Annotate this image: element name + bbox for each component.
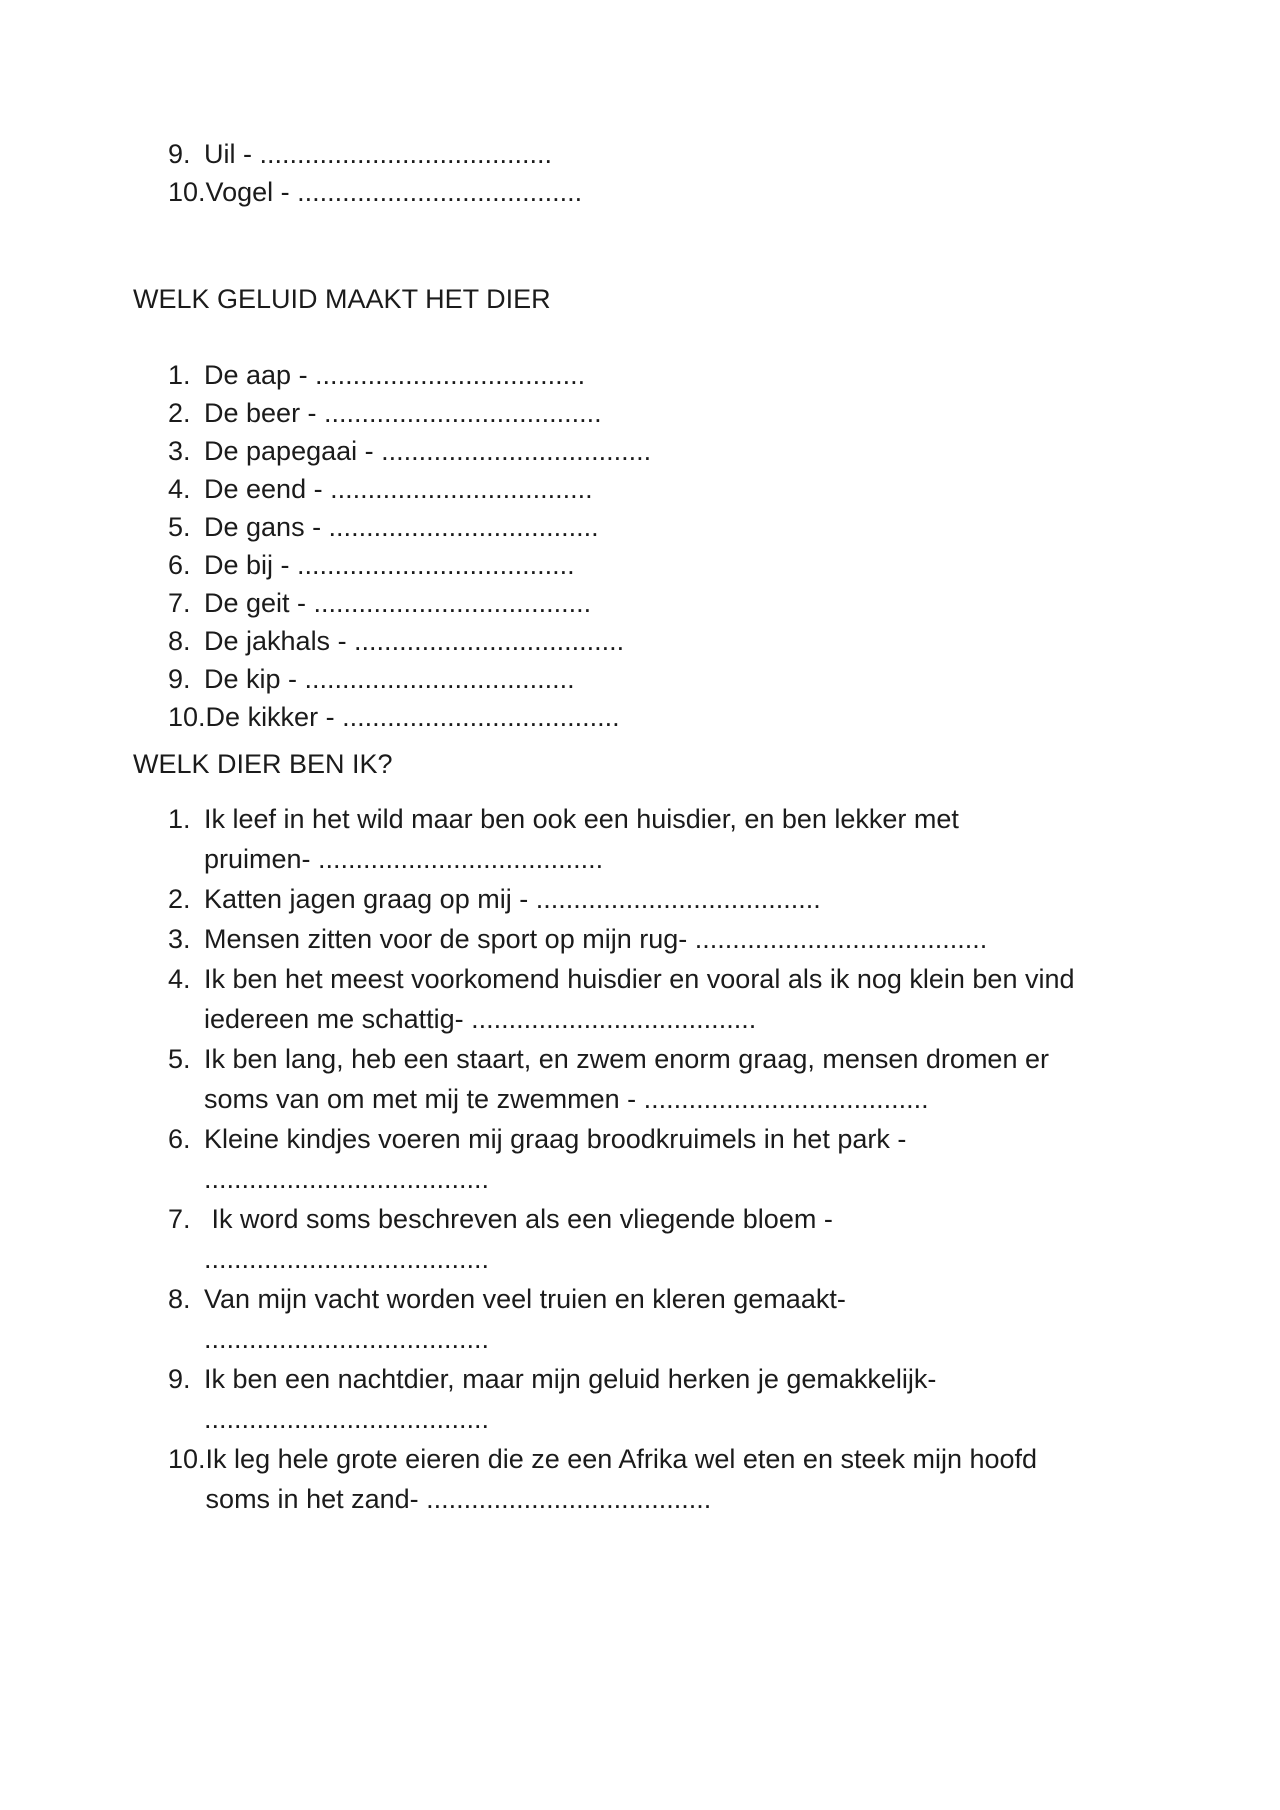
item-content	[204, 470, 1180, 508]
item-number: 2.	[168, 884, 191, 914]
item-number: 10.	[168, 177, 206, 207]
item-number: 10.	[168, 1444, 206, 1474]
item-number: 9.	[168, 664, 191, 694]
item-text-line: Uil - .......................................	[204, 139, 553, 169]
item-content	[206, 173, 1180, 211]
item-content	[204, 1199, 1180, 1279]
list-item	[168, 1199, 1180, 1279]
item-content	[204, 799, 1180, 879]
list-item	[168, 919, 1180, 959]
list-item	[168, 1359, 1180, 1439]
item-text-line: Katten jagen graag op mij - ......................................	[204, 884, 821, 914]
item-text-line: Kleine kindjes voeren mij graag broodkruimels in het park -	[204, 1124, 907, 1154]
item-text-line: De jakhals - ....................................	[204, 626, 625, 656]
item-number: 9.	[168, 139, 191, 169]
item-content	[204, 356, 1180, 394]
list-item	[168, 879, 1180, 919]
item-number: 10.	[168, 702, 206, 732]
answer-blank-line: ......................................	[204, 1324, 490, 1354]
item-number: 6.	[168, 1124, 191, 1154]
list-item	[168, 394, 1180, 432]
item-text-line: Mensen zitten voor de sport op mijn rug- .......................................	[204, 924, 988, 954]
item-content	[204, 508, 1180, 546]
item-number: 3.	[168, 924, 191, 954]
list-item	[168, 584, 1180, 622]
list-item	[168, 799, 1180, 879]
item-number: 9.	[168, 1364, 191, 1394]
list-item	[168, 959, 1180, 1039]
item-content	[204, 959, 1180, 1039]
answer-blank-line: ......................................	[204, 1244, 490, 1274]
item-content	[204, 584, 1180, 622]
animal-riddle-list	[133, 799, 1180, 1519]
item-number: 4.	[168, 474, 191, 504]
item-content	[204, 432, 1180, 470]
item-content	[204, 1039, 1180, 1119]
list-item	[168, 135, 1180, 173]
list-item	[168, 1119, 1180, 1199]
item-text-line: De papegaai - ....................................	[204, 436, 652, 466]
list-item	[168, 546, 1180, 584]
item-number: 3.	[168, 436, 191, 466]
item-content	[204, 1359, 1180, 1439]
item-text-line: Ik ben een nachtdier, maar mijn geluid herken je gemakkelijk-	[204, 1364, 937, 1394]
animal-sound-list	[133, 356, 1180, 736]
item-content	[204, 546, 1180, 584]
list-item	[168, 1279, 1180, 1359]
item-text-line: De geit - .....................................	[204, 588, 592, 618]
item-content	[204, 919, 1180, 959]
item-content	[204, 879, 1180, 919]
item-content	[204, 1119, 1180, 1199]
item-text-line: De eend - ...................................	[204, 474, 593, 504]
item-text-line: pruimen- ......................................	[204, 844, 604, 874]
list-item	[168, 622, 1180, 660]
item-text-line: De kip - ....................................	[204, 664, 575, 694]
intro-answer-list	[133, 135, 1180, 211]
item-text-line: Ik leg hele grote eieren die ze een Afrika wel eten en steek mijn hoofd	[205, 1444, 1038, 1474]
item-content	[204, 622, 1180, 660]
item-number: 7.	[168, 588, 191, 618]
item-number: 8.	[168, 1284, 191, 1314]
item-content	[206, 698, 1180, 736]
item-text-line: Ik ben lang, heb een staart, en zwem enorm graag, mensen dromen er	[204, 1044, 1049, 1074]
item-number: 6.	[168, 550, 191, 580]
item-number: 1.	[168, 360, 191, 390]
item-text-line: De beer - .....................................	[204, 398, 602, 428]
list-item	[168, 508, 1180, 546]
item-text-line: soms van om met mij te zwemmen - ......................................	[204, 1084, 929, 1114]
item-content	[204, 394, 1180, 432]
list-item	[168, 1039, 1180, 1119]
item-number: 5.	[168, 1044, 191, 1074]
item-text-line: Ik word soms beschreven als een vliegende bloem -	[204, 1204, 833, 1234]
item-content	[204, 1279, 1180, 1359]
item-text-line: Ik leef in het wild maar ben ook een huisdier, en ben lekker met	[204, 804, 959, 834]
section-heading-riddle: WELK DIER BEN IK?	[133, 749, 393, 779]
item-number: 5.	[168, 512, 191, 542]
list-item	[168, 1439, 1180, 1519]
list-item	[168, 660, 1180, 698]
item-content	[206, 1439, 1180, 1519]
item-number: 2.	[168, 398, 191, 428]
list-item	[168, 356, 1180, 394]
item-text-line: De bij - .....................................	[204, 550, 575, 580]
answer-blank-line: ......................................	[204, 1404, 490, 1434]
answer-blank-line: ......................................	[204, 1164, 490, 1194]
list-item	[168, 432, 1180, 470]
item-number: 7.	[168, 1204, 191, 1234]
item-content	[204, 135, 1180, 173]
list-item	[168, 173, 1180, 211]
item-text-line: iedereen me schattig- ......................................	[204, 1004, 757, 1034]
item-text-line: Ik ben het meest voorkomend huisdier en vooral als ik nog klein ben vind	[204, 964, 1075, 994]
item-text-line: De kikker - .....................................	[205, 702, 620, 732]
item-text-line: De aap - ....................................	[204, 360, 586, 390]
item-number: 4.	[168, 964, 191, 994]
item-text-line: Vogel - ......................................	[205, 177, 583, 207]
item-text-line: soms in het zand- ......................................	[205, 1484, 712, 1514]
list-item	[168, 698, 1180, 736]
item-number: 1.	[168, 804, 191, 834]
item-text-line: De gans - ....................................	[204, 512, 599, 542]
item-content	[204, 660, 1180, 698]
list-item	[168, 470, 1180, 508]
item-number: 8.	[168, 626, 191, 656]
item-text-line: Van mijn vacht worden veel truien en kleren gemaakt-	[204, 1284, 846, 1314]
section-heading-sound: WELK GELUID MAAKT HET DIER	[133, 284, 551, 314]
